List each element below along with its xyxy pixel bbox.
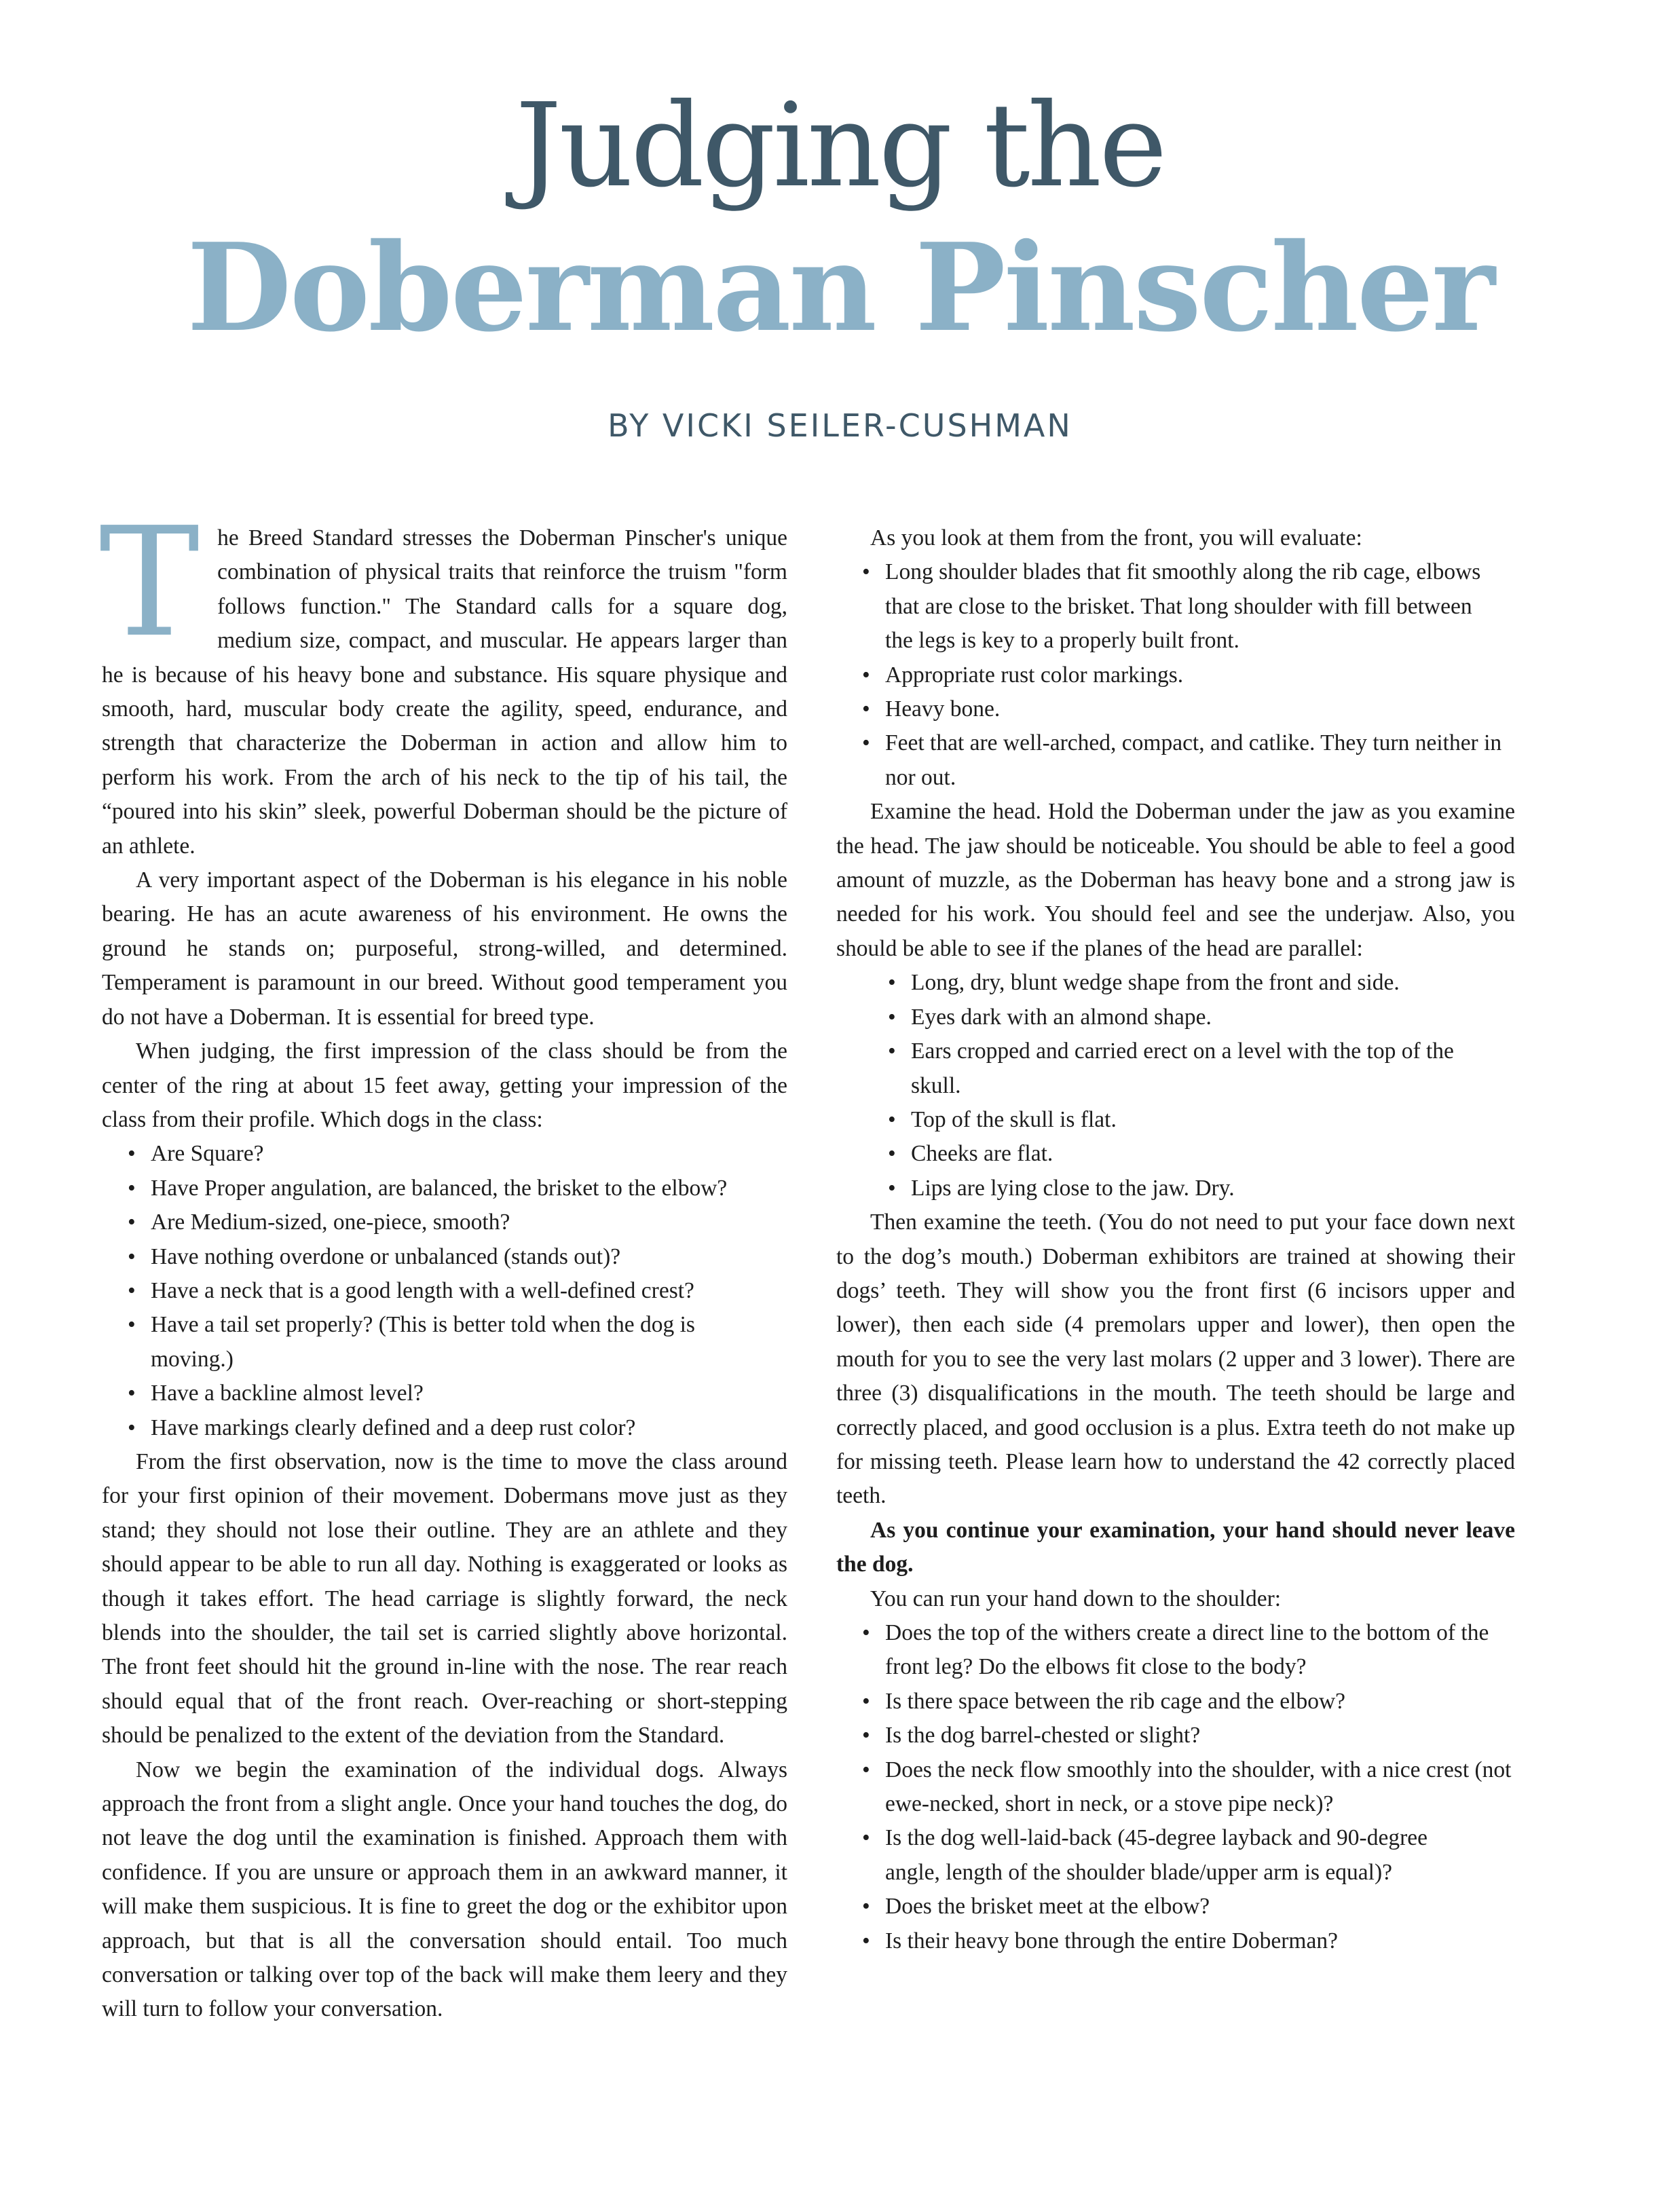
list-item: • Feet that are well-arched, compact, and catlike. They turn neither in nor out. (885, 726, 1515, 795)
list-item: • Long, dry, blunt wedge shape from the front and side. (911, 966, 1515, 1000)
front-checklist (836, 555, 1515, 795)
list-item: • Are Square? (151, 1137, 787, 1171)
list-item: • Long shoulder blades that fit smoothly along the rib cage, elbows that are close to the brisket. That long shoulder with fill between the legs is key to a properly built front. (885, 555, 1482, 658)
list-item: • Does the top of the withers create a direct line to the bottom of the front leg? Do the elbows fit close to the body? (885, 1616, 1515, 1685)
list-item: • Cheeks are flat. (911, 1137, 1515, 1171)
list-item: • Have Proper angulation, are balanced, the brisket to the elbow? (151, 1172, 787, 1205)
right-column (836, 521, 1515, 1958)
list-item: • Are Medium-sized, one-piece, smooth? (151, 1205, 787, 1239)
list-item: • Have markings clearly defined and a deep rust color? (151, 1411, 787, 1445)
paragraph-teeth: Then examine the teeth. (You do not need to put your face down next to the dog’s mouth.) Doberman exhibitors are trained at showing their dogs’ teeth. They will show you the front first (6 incisors upper and lower), then each side (4 premolars upper and lower), then open the mouth for you to see the very last molars (2 upper and 3 lower). There are three (3) disqualifications in the mouth. The teeth should be large and correctly placed, and good occlusion is a plus. Extra teeth do not make up for missing teeth. Please learn how to understand the 42 correctly placed teeth. (836, 1210, 1515, 1509)
paragraph-first-impression: When judging, the first impression of the class should be from the center of the ring at about 15 feet away, getting your impression of the class from their profile. Which dogs in the class: (102, 1039, 787, 1132)
paragraph-head: Examine the head. Hold the Doberman under the jaw as you examine the head. The jaw should be noticeable. You should be able to feel a good amount of muzzle, as the Doberman has heavy bone and a strong jaw is needed for his work. You should feel and see the underjaw. Also, you should be able to see if the planes of the head are parallel: (836, 799, 1515, 961)
list-item: • Is the dog well-laid-back (45-degree layback and 90-degree angle, length of the shoulder blade/upper arm is equal)? (885, 1821, 1469, 1890)
list-item: • Appropriate rust color markings. (885, 658, 1515, 692)
list-item: • Have a backline almost level? (151, 1377, 787, 1410)
list-item: • Top of the skull is flat. (911, 1103, 1515, 1137)
list-item: • Lips are lying close to the jaw. Dry. (911, 1172, 1515, 1205)
title-line-1: Judging the (515, 79, 1165, 213)
paragraph-movement: From the first observation, now is the time to move the class around for your first opinion of their movement. Dobermans move just as they stand; they should not lose their outline. They are an athlete and they should appear to be able to run all day. Nothing is exaggerated or looks as though it takes effort. The head carriage is slightly forward, the neck blends into the shoulder, the tail set is carried slightly above horizontal. The front feet should hit the ground in-line with the nose. The rear reach should equal that of the front reach. Over-reaching or short-stepping should be penalized to the extent of the deviation from the Standard. (102, 1448, 787, 1748)
intro-text: he Breed Standard stresses the Doberman Pinscher's unique combination of physical traits that reinforce the truism "form follows function." The Standard calls for a square dog, medium size, compact, and muscular. He appears larger than he is because of his heavy bone and substance. His square physique and smooth, hard, muscular body create the agility, speed, endurance, and strength that characterize the Doberman in action and allow him to perform his work. From the arch of his neck to the tip of his tail, the “poured into his skin” sleek, powerful Doberman should be the picture of an athlete. (102, 525, 787, 859)
drop-cap: T (99, 495, 200, 671)
paragraph-examination: Now we begin the examination of the individual dogs. Always approach the front from a slight angle. Once your hand touches the dog, do not leave the dog until the examination is finished. Approach them with confidence. If you are unsure or approach them in an awkward manner, it will make them suspicious. It is fine to greet the dog or the exhibitor upon approach, but that is all the conversation should entail. Too much conversation or talking over top of the back will make them leery and they will turn to follow your conversation. (102, 1757, 787, 2022)
list-item: • Eyes dark with an almond shape. (911, 1000, 1515, 1034)
list-item: • Heavy bone. (885, 692, 1515, 726)
shoulder-checklist (836, 1616, 1515, 1958)
paragraph-shoulder: You can run your hand down to the shoulder: (870, 1586, 1282, 1611)
head-checklist (836, 966, 1515, 1205)
list-item: • Does the neck flow smoothly into the shoulder, with a nice crest (not ewe-necked, short in neck, or a stove pipe neck)? (885, 1753, 1515, 1822)
list-item: • Does the brisket meet at the elbow? (885, 1890, 1515, 1924)
list-item: • Have a tail set properly? (This is better told when the dog is moving.) (151, 1308, 728, 1377)
list-item: • Have a neck that is a good length with a well-defined crest? (151, 1274, 787, 1308)
left-column (99, 495, 787, 2027)
list-item: • Ears cropped and carried erect on a level with the top of the skull. (911, 1034, 1481, 1103)
list-item: • Have nothing overdone or unbalanced (stands out)? (151, 1240, 787, 1274)
list-item: • Is there space between the rib cage and the elbow? (885, 1685, 1515, 1719)
title-line-2: Doberman Pinscher (187, 217, 1493, 358)
class-checklist (102, 1137, 787, 1445)
paragraph-hand-rule: As you continue your examination, your hand should never leave the dog. (836, 1517, 1515, 1577)
list-item: • Is their heavy bone through the entire Doberman? (885, 1924, 1515, 1958)
paragraph-front-view: As you look at them from the front, you will evaluate: (870, 525, 1362, 550)
intro-paragraph (99, 495, 787, 863)
paragraph-elegance: A very important aspect of the Doberman is his elegance in his noble bearing. He has an acute awareness of his environment. He owns the ground he stands on; purposeful, strong-willed, and determined. Temperament is paramount in our breed. Without good temperament you do not have a Doberman. It is essential for breed type. (102, 867, 787, 1030)
byline: BY VICKI SEILER-CUSHMAN (608, 407, 1072, 444)
list-item: • Is the dog barrel-chested or slight? (885, 1719, 1515, 1753)
